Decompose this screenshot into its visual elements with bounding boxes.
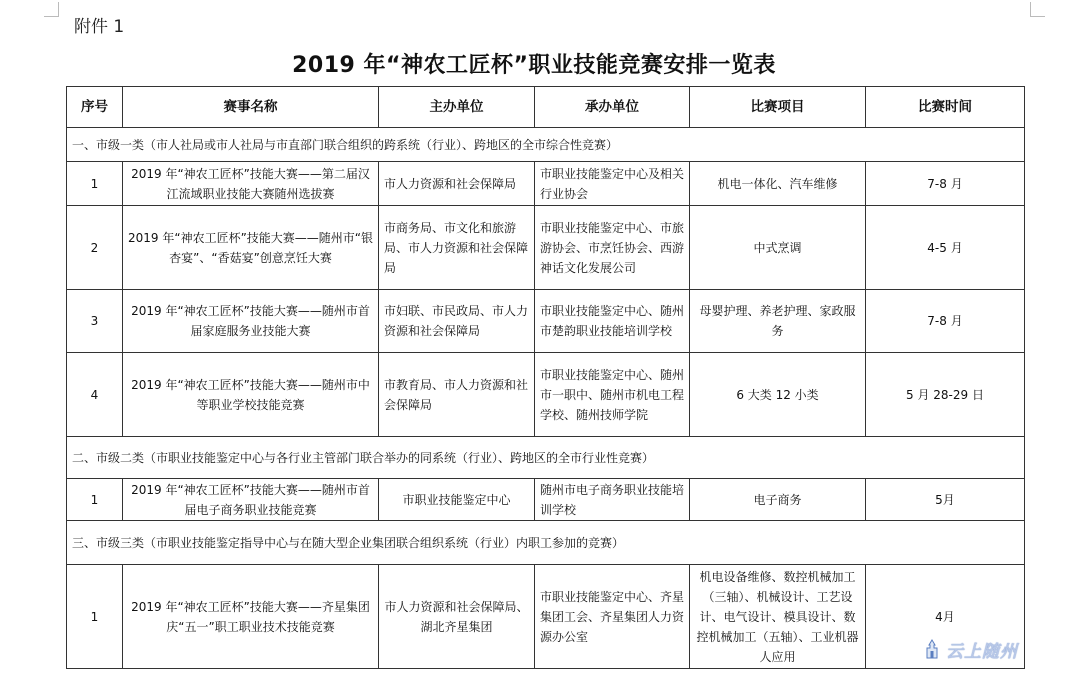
cell-time: 4月 — [866, 565, 1025, 669]
table-row — [67, 479, 1025, 521]
cell-organizer: 市职业技能鉴定中心 — [379, 479, 535, 521]
table-row — [67, 206, 1025, 290]
cell-undertaker: 市职业技能鉴定中心、随州市楚韵职业技能培训学校 — [535, 290, 690, 353]
cell-organizer: 市教育局、市人力资源和社会保障局 — [379, 353, 535, 437]
cell-undertaker: 市职业技能鉴定中心及相关行业协会 — [535, 162, 690, 206]
margin-corner-mark-left — [44, 2, 59, 17]
section-row — [67, 437, 1025, 479]
tower-icon — [922, 639, 942, 659]
cell-time: 5月 — [866, 479, 1025, 521]
cell-items: 6 大类 12 小类 — [690, 353, 866, 437]
section-row — [67, 521, 1025, 565]
table-row — [67, 162, 1025, 206]
cell-seq: 3 — [67, 290, 123, 353]
watermark-logo — [922, 636, 1062, 662]
header-time: 比赛时间 — [866, 87, 1025, 128]
cell-undertaker: 随州市电子商务职业技能培训学校 — [535, 479, 690, 521]
cell-items: 母婴护理、养老护理、家政服务 — [690, 290, 866, 353]
cell-name: 2019 年“神农工匠杯”技能大赛——随州市首届家庭服务业技能大赛 — [123, 290, 379, 353]
cell-undertaker: 市职业技能鉴定中心、随州市一职中、随州市机电工程学校、随州技师学院 — [535, 353, 690, 437]
cell-items: 中式烹调 — [690, 206, 866, 290]
header-organizer: 主办单位 — [379, 87, 535, 128]
table-row — [67, 290, 1025, 353]
schedule-table — [66, 86, 1025, 669]
cell-name: 2019 年“神农工匠杯”技能大赛——随州市中等职业学校技能竞赛 — [123, 353, 379, 437]
cell-organizer: 市人力资源和社会保障局、湖北齐星集团 — [379, 565, 535, 669]
cell-name: 2019 年“神农工匠杯”技能大赛——随州市“银杏宴”、“香菇宴”创意烹饪大赛 — [123, 206, 379, 290]
cell-items: 电子商务 — [690, 479, 866, 521]
table-header-row — [67, 87, 1025, 128]
margin-corner-mark-right — [1030, 2, 1045, 17]
section-heading: 三、市级三类（市职业技能鉴定指导中心与在随大型企业集团联合组织系统（行业）内职工参加的竞赛） — [67, 521, 1025, 565]
cell-items: 机电设备维修、数控机械加工（三轴）、机械设计、工艺设计、电气设计、模具设计、数控机械加工（五轴）、工业机器人应用 — [690, 565, 866, 669]
attachment-label: 附件 1 — [74, 17, 125, 37]
section-heading: 一、市级一类（市人社局或市人社局与市直部门联合组织的跨系统（行业）、跨地区的全市综合性竞赛） — [67, 128, 1025, 162]
cell-name: 2019 年“神农工匠杯”技能大赛——第二届汉江流域职业技能大赛随州选拔赛 — [123, 162, 379, 206]
cell-seq: 4 — [67, 353, 123, 437]
watermark-text: 云上随州 — [946, 641, 1018, 662]
cell-time: 7-8 月 — [866, 162, 1025, 206]
cell-seq: 2 — [67, 206, 123, 290]
cell-organizer: 市人力资源和社会保障局 — [379, 162, 535, 206]
header-name: 赛事名称 — [123, 87, 379, 128]
cell-items: 机电一体化、汽车维修 — [690, 162, 866, 206]
cell-organizer: 市妇联、市民政局、市人力资源和社会保障局 — [379, 290, 535, 353]
table-row — [67, 565, 1025, 669]
cell-time: 4-5 月 — [866, 206, 1025, 290]
cell-seq: 1 — [67, 162, 123, 206]
cell-seq: 1 — [67, 479, 123, 521]
cell-undertaker: 市职业技能鉴定中心、齐星集团工会、齐星集团人力资源办公室 — [535, 565, 690, 669]
cell-name: 2019 年“神农工匠杯”技能大赛——随州市首届电子商务职业技能竞赛 — [123, 479, 379, 521]
section-heading: 二、市级二类（市职业技能鉴定中心与各行业主管部门联合举办的同系统（行业）、跨地区的全市行业性竞赛） — [67, 437, 1025, 479]
cell-time: 7-8 月 — [866, 290, 1025, 353]
cell-organizer: 市商务局、市文化和旅游局、市人力资源和社会保障局 — [379, 206, 535, 290]
cell-name: 2019 年“神农工匠杯”技能大赛——齐星集团庆“五一”职工职业技术技能竞赛 — [123, 565, 379, 669]
table-row — [67, 353, 1025, 437]
section-row — [67, 128, 1025, 162]
cell-time: 5 月 28-29 日 — [866, 353, 1025, 437]
header-items: 比赛项目 — [690, 87, 866, 128]
header-undertaker: 承办单位 — [535, 87, 690, 128]
header-seq: 序号 — [67, 87, 123, 128]
cell-seq: 1 — [67, 565, 123, 669]
page-title: 2019 年“神农工匠杯”职业技能竞赛安排一览表 — [292, 53, 776, 78]
cell-undertaker: 市职业技能鉴定中心、市旅游协会、市烹饪协会、西游神话文化发展公司 — [535, 206, 690, 290]
